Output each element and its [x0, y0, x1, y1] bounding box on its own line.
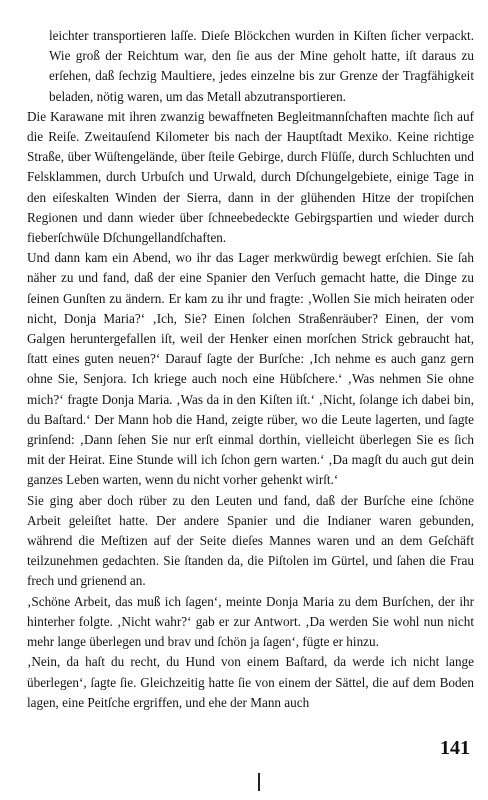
paragraph-3: Und dann kam ein Abend, wo ihr das Lager merkwürdig bewegt erſchien. Sie ſah näher zu und fand, daß der eine Spanier den Verſuch gemacht hatte, die Dinge zu ſeinen Gunſten zu ändern. Er kam zu ihr und fragte: ‚Wollen Sie mich heiraten oder nicht, Donja Maria?‘ ‚Ich, Sie? Einen ſolchen Straßenräuber? Einen, der vom Galgen heruntergefallen iſt, weil der Henker einen morſchen Strick gebraucht hat, ſtatt eines guten neuen?‘ Darauf ſagte der Burſche: ‚Ich nehme es auch ganz gern ohne Sie, Senjora. Ich kriege auch noch eine Hübſchere.‘ ‚Was nehmen Sie ohne mich?‘ fragte Donja Maria. ‚Was da in den Kiſten iſt.‘ ‚Nicht, ſolange ich dabei bin, du Baſtard.‘ Der Mann hob die Hand, zeigte rüber, wo die Leute lagerten, und ſagte grinſend: ‚Dann ſehen Sie nur erſt einmal dorthin, vielleicht überlegen Sie es ſich mit der Heirat. Eine Stunde will ich ſchon gern warten.‘ ‚Da magſt du auch gut dein ganzes Leben warten, wenn du nicht vorher gehenkt wirſt.‘ [27, 250, 474, 488]
paragraph-6: ‚Nein, da haſt du recht, du Hund von einem Baſtard, da werde ich nicht lange überlegen‘, ſagte ſie. Gleichzeitig hatte ſie von einem der Sättel, die auf dem Boden lagen, eine Peitſche ergriffen, und ehe der Mann auch [27, 654, 474, 710]
paragraph-4: Sie ging aber doch rüber zu den Leuten und fand, daß der Burſche eine ſchöne Arbeit geleiſtet hatte. Der andere Spanier und die Indianer waren gebunden, während die Meſtizen auf der Seite dieſes Mannes waren und an dem Geſchäft teilzunehmen gedachten. Sie ſtanden da, die Piſtolen im Gürtel, und ſahen die Frau frech und grienend an. [27, 492, 474, 589]
paragraph-2: Die Karawane mit ihren zwanzig bewaffneten Begleitmannſchaften machte ſich auf die Reiſe. Zweitauſend Kilometer bis nach der Hauptſtadt Mexiko. Keine richtige Straße, über Wüſtengelände, über ſteile Gebirge, durch Flüſſe, durch Schluchten und Felsklammen, durch Urbuſch und Urwald, durch Dſchungelgebiete, einige Tage in den eiſeskalten Winden der Sierra, dann in der glühenden Hitze der tropiſchen Regionen und dann wieder über ſchneebedeckte Gebirgspartien und wieder durch fieberſchwüle Dſchungellandſchaften. [27, 108, 474, 246]
paragraph-1: leichter transportieren laſſe. Dieſe Blöckchen wurden in Kiſten ſicher verpackt. Wie groß der Reichtum war, den ſie aus der Mine geholt hatte, iſt daraus zu erſehen, daß ſechzig Maultiere, jedes einzelne bis zur Grenze der Tragfähigkeit beladen, nötig waren, um das Metall abzutransportieren. [49, 28, 474, 104]
margin-mark [258, 773, 260, 791]
page-number: 141 [440, 737, 470, 759]
paragraph-5: ‚Schöne Arbeit, das muß ich ſagen‘, meinte Donja Maria zu dem Burſchen, der ihr hinterher folgte. ‚Nicht wahr?‘ gab er zur Antwort. ‚Da werden Sie wohl nun nicht mehr lange überlegen und brav und ſchön ja ſagen‘, fügte er hinzu. [27, 593, 474, 650]
page-footer [0, 737, 488, 777]
page-body [27, 26, 474, 713]
